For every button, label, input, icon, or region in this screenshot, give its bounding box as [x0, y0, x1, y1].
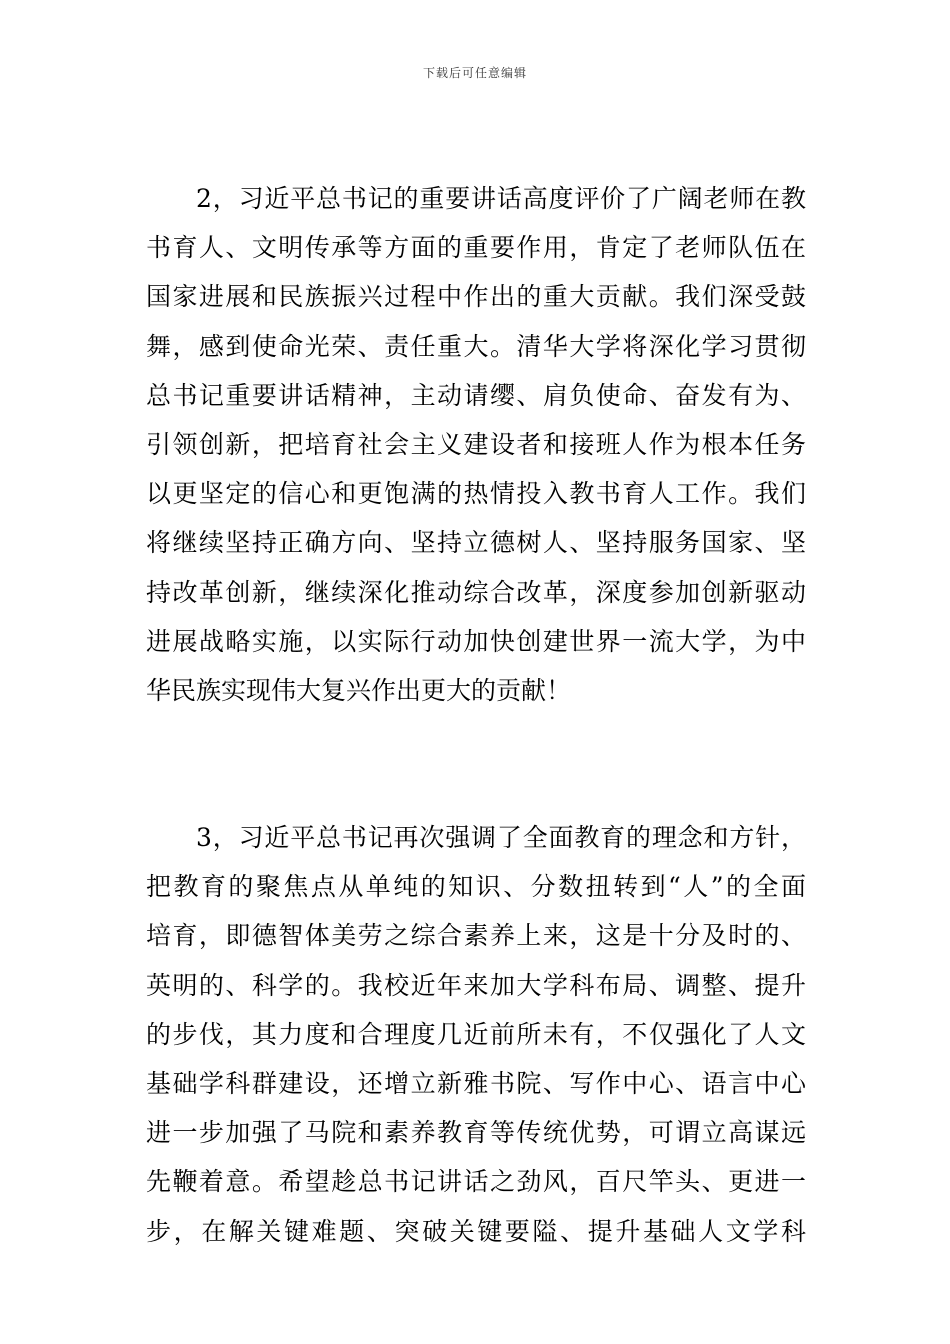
text-line: 先鞭着意。希望趁总书记讲话之劲风，百尺竿头、更进一 — [146, 1167, 806, 1197]
page-header: 下载后可任意编辑 — [422, 66, 527, 80]
text-line: 以更坚定的信心和更饱满的热情投入教书育人工作。我们 — [146, 479, 806, 509]
text-line: 2，习近平总书记的重要讲话高度评价了广阔老师在教 — [196, 184, 806, 213]
text-line: 总书记重要讲话精神，主动请缨、肩负使命、奋发有为、 — [146, 380, 806, 410]
text-line: 基础学科群建设，还增立新雅书院、写作中心、语言中心 — [146, 1069, 806, 1098]
text-line: 舞，感到使命光荣、责任重大。清华大学将深化学习贯彻 — [146, 331, 806, 361]
text-line: 引领创新，把培育社会主义建设者和接班人作为根本任务 — [146, 429, 806, 459]
text-line: 进展战略实施，以实际行动加快创建世界一流大学，为中 — [146, 626, 806, 656]
text-line: 的步伐，其力度和合理度几近前所未有，不仅强化了人文 — [146, 1019, 806, 1049]
paragraph-gap — [146, 715, 806, 813]
text-line: 步，在解关键难题、突破关键要隘、提升基础人文学科 — [146, 1216, 806, 1246]
text-line: 培育，即德智体美劳之综合素养上来，这是十分及时的、 — [146, 921, 806, 951]
text-line: 书育人、文明传承等方面的重要作用，肯定了老师队伍在 — [146, 233, 806, 263]
paragraph-3 — [146, 813, 806, 1256]
text-line: 华民族实现伟大复兴作出更大的贡献！ — [146, 675, 572, 705]
text-line: 3，习近平总书记再次强调了全面教育的理念和方针， — [196, 823, 806, 853]
text-line: 将继续坚持正确方向、坚持立德树人、坚持服务国家、坚 — [146, 528, 806, 558]
text-line: 把教育的聚焦点从单纯的知识、分数扭转到“人”的全面 — [146, 872, 806, 902]
text-line: 英明的、科学的。我校近年来加大学科布局、调整、提升 — [146, 970, 806, 1000]
text-line: 进一步加强了马院和素养教育等传统优势，可谓立高谋远 — [146, 1118, 806, 1148]
text-line: 国家进展和民族振兴过程中作出的重大贡献。我们深受鼓 — [146, 282, 806, 312]
document-body — [146, 174, 806, 1256]
paragraph-2 — [146, 174, 806, 715]
text-line: 持改革创新，继续深化推动综合改革，深度参加创新驱动 — [146, 577, 806, 607]
